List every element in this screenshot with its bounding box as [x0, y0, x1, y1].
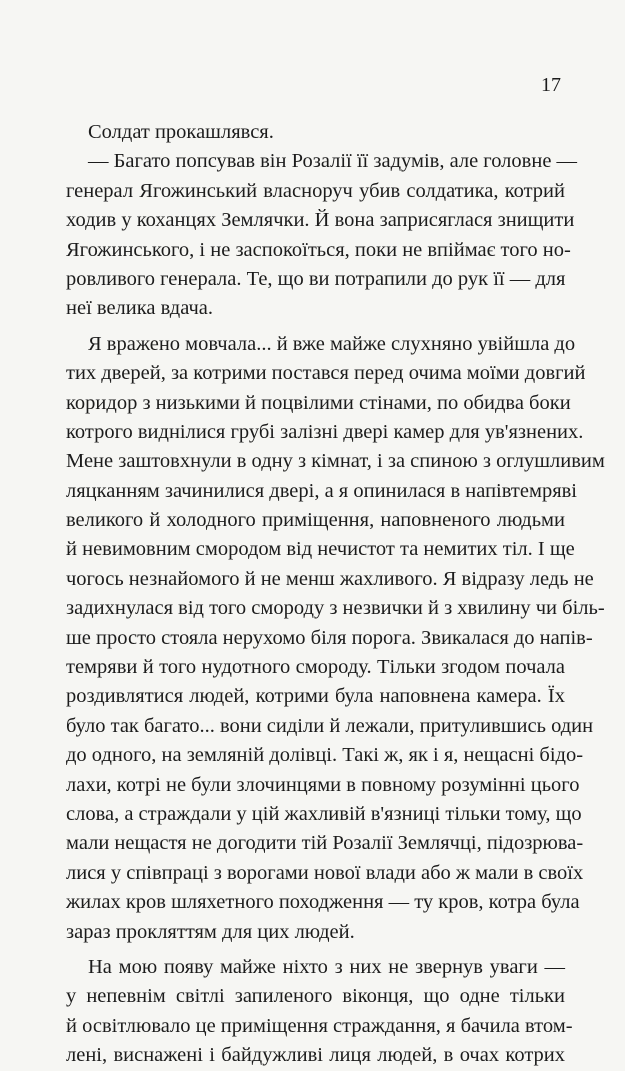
text-line: — Багато попсував він Розалії її задумів, але головне — [88, 150, 578, 173]
text-line: жилах кров шляхетного походження — ту кров, котра була [66, 891, 580, 914]
text-line: Мене заштовхнули в одну з кімнат, і за спиною з оглушливим [66, 450, 605, 473]
text-line: лахи, котрі не були злочинцями в повному розумінні цього [66, 773, 580, 796]
text-line: слова, а страждали у цій жахливій в'язниці тільки тому, що [66, 802, 582, 825]
text-line: мали нещастя не догодити тій Розалії Землячці, підозрюва- [66, 832, 584, 855]
text-line: до одного, на земляній долівці. Такі ж, як і я, нещасні бідо- [66, 744, 584, 767]
text-line: На мою появу майже ніхто з них не звернув уваги — [88, 955, 565, 978]
text-line: тих дверей, за котрими постався перед очима моїми довгий [66, 362, 586, 385]
text-line: котрого виднілися грубі залізні двері камер для ув'язнених. [66, 420, 584, 443]
text-line: ше просто стояла нерухомо біля порога. Звикалася до напів- [66, 626, 593, 649]
text-line: Ягожинського, і не заспокоїться, поки не впіймає того но- [66, 238, 571, 261]
text-line: зараз прокляттям для цих людей. [66, 920, 355, 943]
page-body [66, 118, 605, 1071]
text-line: коридор з низькими й поцвілими стінами, по обидва боки [66, 391, 571, 414]
text-line: у непевнім світлі запиленого віконця, що одне тільки [66, 985, 565, 1008]
paragraph [66, 953, 573, 1071]
paragraph [66, 118, 565, 147]
text-line: Солдат прокашлявся. [88, 121, 274, 143]
text-line: Я вражено мовчала... й вже майже слухняно увійшла до [88, 332, 576, 355]
text-line: лися у співпраці з ворогами нової влади або ж мали в своїх [66, 861, 584, 884]
text-line: ляцканням зачинилися двері, а я опинилася в напівтемряві [66, 479, 577, 502]
text-line: генерал Ягожинський власноруч убив солдатика, котрий [66, 179, 565, 202]
text-line: роздивлятися людей, котрими була наповнена камера. Їх [66, 685, 565, 708]
text-line: ровливого генерала. Те, що ви потрапили до рук її — для [66, 267, 566, 290]
text-line: чогось незнайомого й не менш жахливого. Я відразу ледь не [66, 567, 594, 590]
text-line: лені, виснажені і байдужливі лиця людей, в очах котрих [66, 1044, 565, 1067]
text-line: неї велика вдача. [66, 297, 214, 320]
paragraph [66, 147, 578, 323]
text-line: задихнулася від того смороду з незвички й з хвилину чи біль- [66, 597, 605, 620]
page-number: 17 [541, 74, 561, 96]
text-line: й невимовним смородом від нечистот та немитих тіл. І ще [66, 538, 575, 561]
text-line: темряви й того нудотного смороду. Тільки згодом почала [66, 656, 565, 679]
text-line: ходив у коханцях Землячки. Й вона заприсяглася знищити [66, 209, 575, 232]
text-line: великого й холодного приміщення, наповненого людьми [66, 509, 565, 532]
text-line: було так багато... вони сиділи й лежали, притулившись один [66, 714, 594, 737]
paragraph [66, 330, 605, 947]
text-line: й освітлювало це приміщення страждання, я бачила втом- [66, 1014, 573, 1037]
